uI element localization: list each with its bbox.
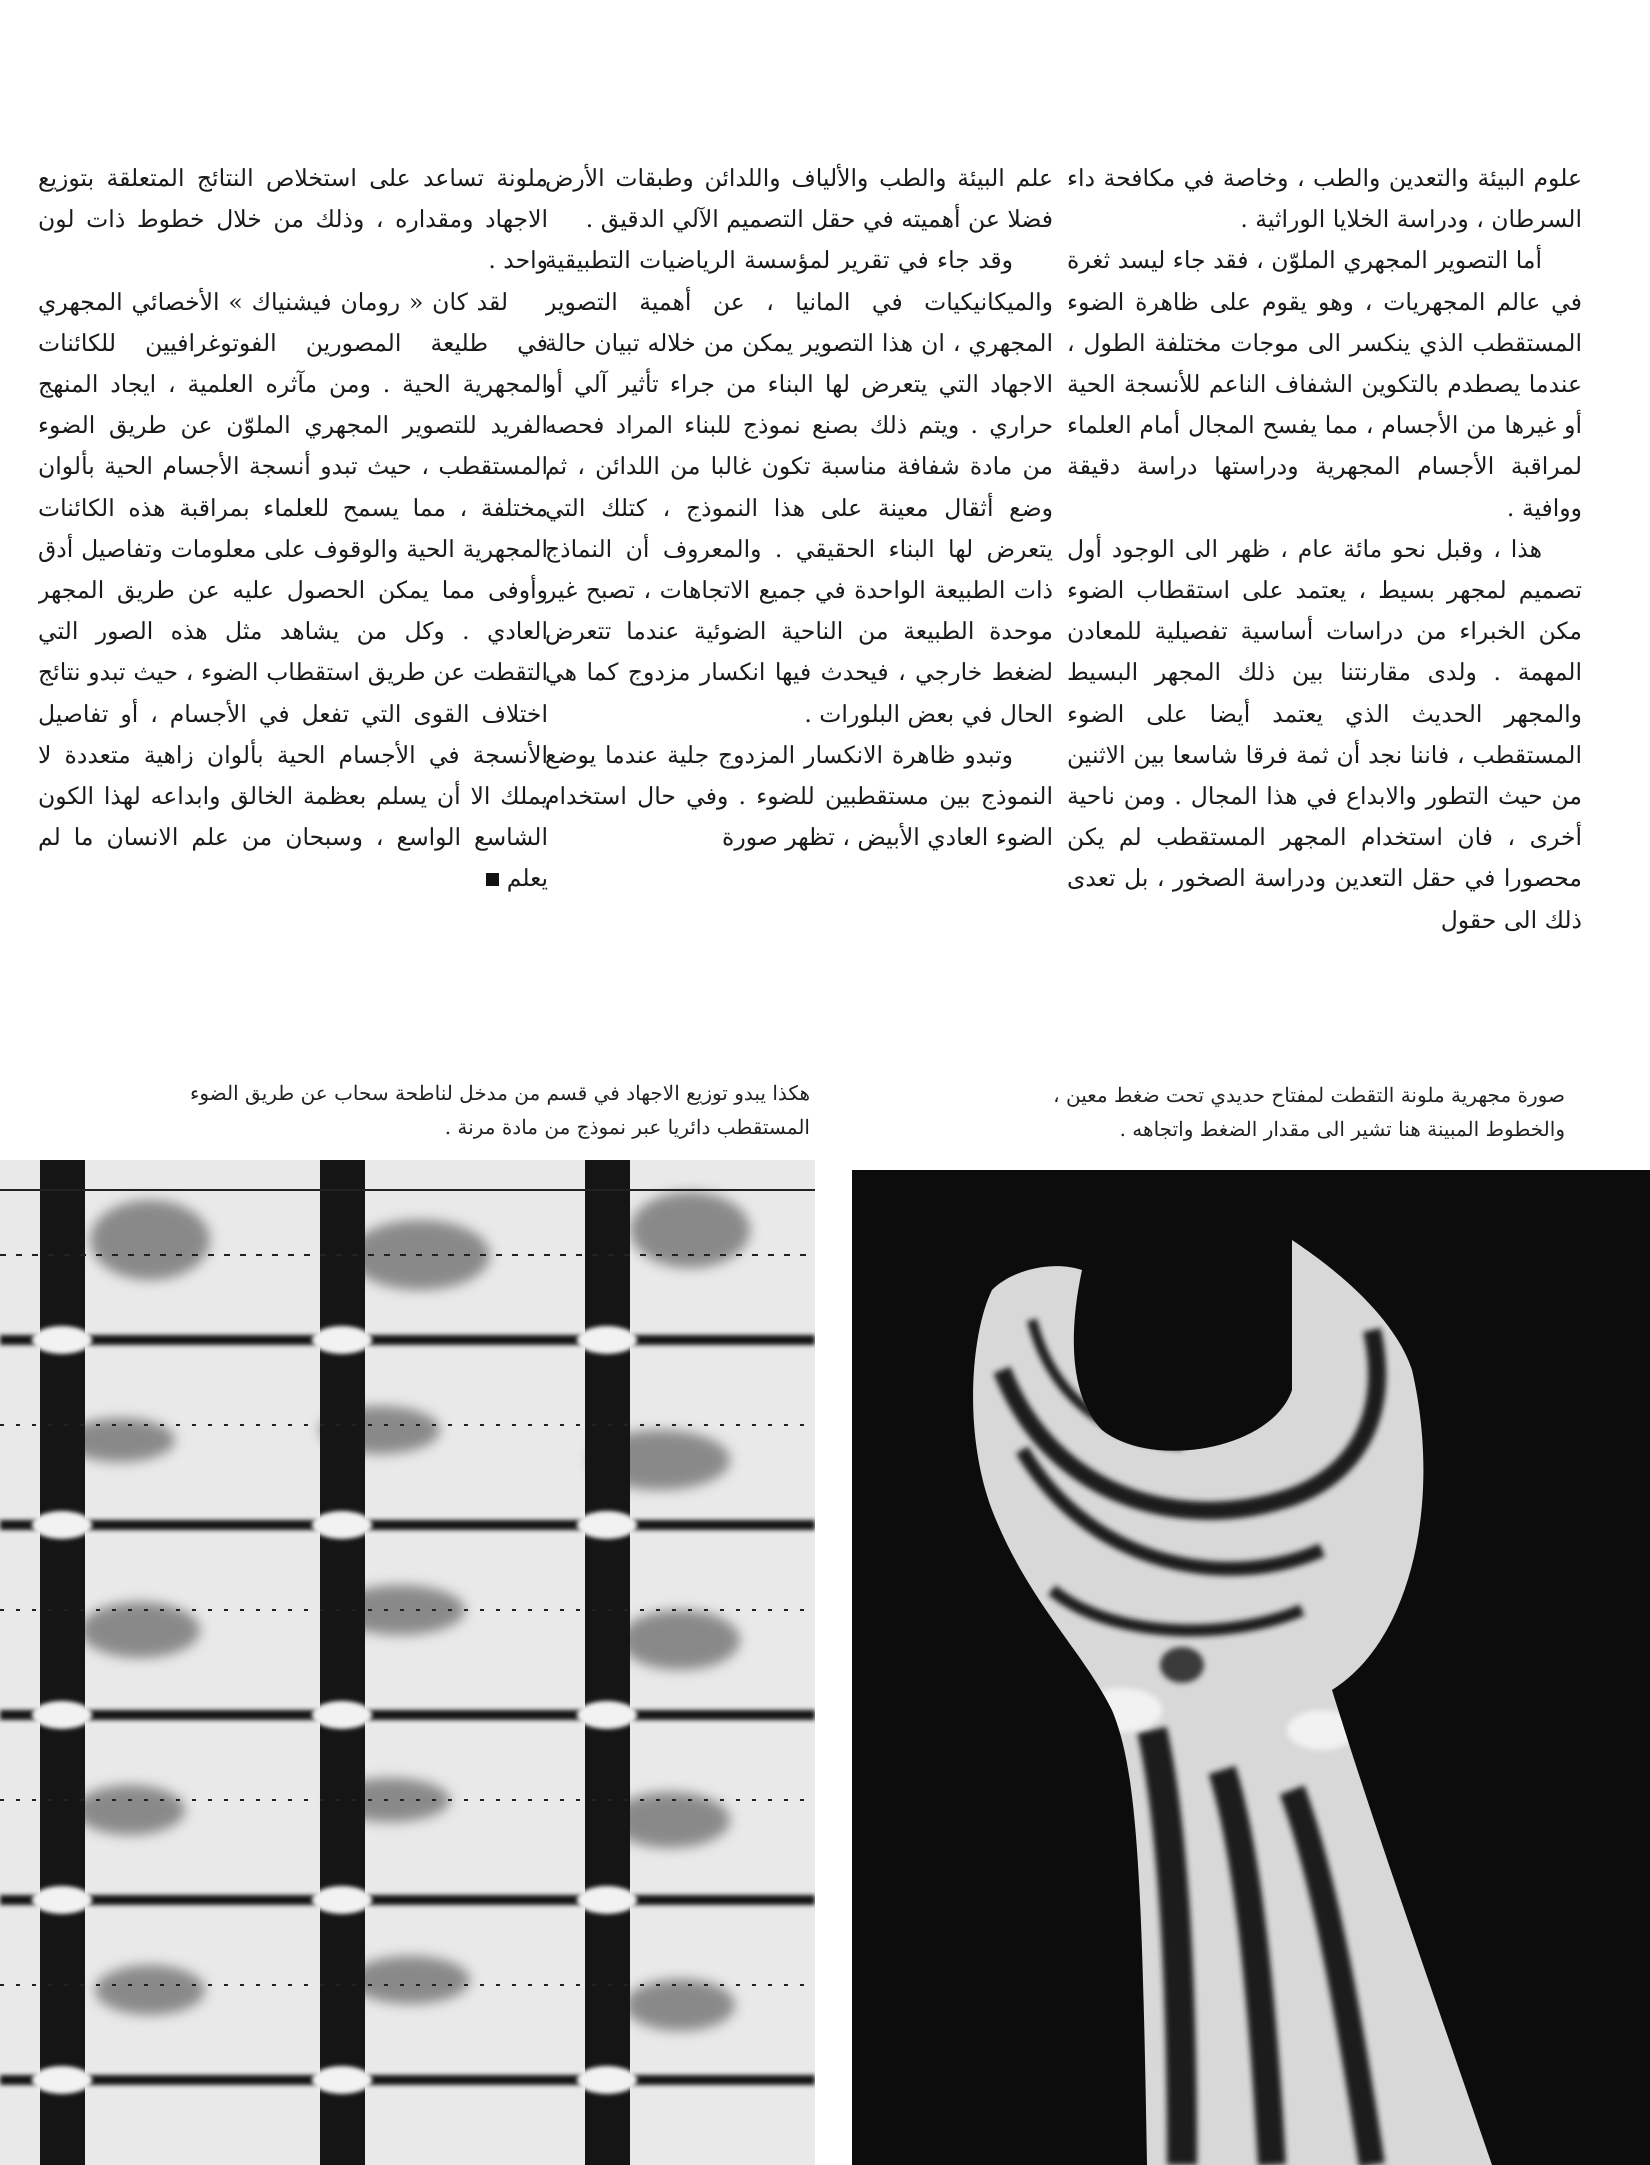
paragraph: أما التصوير المجهري الملوّن ، فقد جاء ليسد ثغرة في عالم المجهريات ، وهو يقوم على ظاهرة الضوء المستقطب الذي ينكسر الى موجات مختلفة الطول ، عندما يصطدم بالتكوين الشفاف الناعم للأنسجة الحية أو غيرها من الأجسام ، مما يفسح المجال أمام العلماء لمراقبة الأجسام المجهرية ودراستها دراسة دقيقة ووافية . [1067,246,1582,522]
article-column-right [1067,158,1582,998]
paragraph: وقد جاء في تقرير لمؤسسة الرياضيات التطبيقية والميكانيكيات في المانيا ، عن أهمية التصوير المجهري ، ان هذا التصوير يمكن من خلاله تبيان حالة الاجهاد التي يتعرض لها البناء من جراء تأثير آلي أو حراري . ويتم ذلك بصنع نموذج للبناء المراد فحصه من مادة شفافة مناسبة تكون غالبا من اللدائن ، ثم وضع أثقال معينة على هذا النموذج ، كتلك التي يتعرض لها البناء الحقيقي . والمعروف أن النماذج ذات الطبيعة الواحدة في جميع الاتجاهات ، تصبح غير موحدة الطبيعة من الناحية الضوئية عندما تتعرض لضغط خارجي ، فيحدث فيها انكسار مزدوج كما هي الحال في بعض البلورات . [545,246,1053,728]
paragraph: ملونة تساعد على استخلاص النتائج المتعلقة بتوزيع الاجهاد ومقداره ، وذلك من خلال خطوط ذات لون واحد . [38,164,548,275]
article-column-left [38,158,548,998]
grid-photo-caption: هكذا يبدو توزيع الاجهاد في قسم من مدخل لناطحة سحاب عن طريق الضوء المستقطب دائريا عبر نموذج من مادة مرنة . [189,1081,810,1139]
wrench-photo-caption: صورة مجهرية ملونة التقطت لمفتاح حديدي تحت ضغط معين ، والخطوط المبينة هنا تشير الى مقدار الضغط واتجاهه . [1053,1083,1565,1141]
paragraph: هذا ، وقبل نحو مائة عام ، ظهر الى الوجود أول تصميم لمجهر بسيط ، يعتمد على استقطاب الضوء مكن الخبراء من دراسات أساسية تفصيلية للمعادن المهمة . ولدى مقارنتنا بين ذلك المجهر البسيط والمجهر الحديث الذي يعتمد أيضا على الضوء المستقطب ، فاننا نجد أن ثمة فرقا شاسعا بين الاثنين من حيث التطور والابداع في هذا المجال . ومن ناحية أخرى ، فان استخدام المجهر المستقطب لم يكن محصورا في حقل التعدين ودراسة الصخور ، بل تعدى ذلك الى حقول [1067,534,1582,934]
stress-grid-photo [0,1160,815,2165]
article-end-square-icon [486,873,499,886]
wrench-stress-photo [852,1170,1650,2165]
paragraph: علم البيئة والطب والألياف واللدائن وطبقات الأرض فضلا عن أهميته في حقل التصميم الآلي الدقيق . [545,164,1053,234]
paragraph: علوم البيئة والتعدين والطب ، وخاصة في مكافحة داء السرطان ، ودراسة الخلايا الوراثية . [1067,164,1582,234]
paragraph-text: لقد كان « رومان فيشنياك » الأخصائي المجهري في طليعة المصورين الفوتوغرافيين للكائنات المجهرية الحية . ومن مآثره العلمية ، ايجاد المنهج الفريد للتصوير المجهري الملوّن عن طريق الضوء المستقطب ، حيث تبدو أنسجة الأجسام الحية بألوان مختلفة ، مما يسمح للعلماء بمراقبة هذه الكائنات المجهرية الحية والوقوف على معلومات وتفاصيل أدق وأوفى مما يمكن الحصول عليه عن طريق المجهر العادي . وكل من يشاهد مثل هذه الصور التي التقطت عن طريق استقطاب الضوء ، حيث تبدو نتائج اختلاف القوى التي تفعل في الأجسام ، أو تفاصيل الأنسجة في الأجسام الحية بألوان زاهية متعددة لا يملك الا أن يسلم بعظمة الخالق وابداعه لهذا الكون الشاسع الواسع ، وسبحان من علم الانسان ما لم يعلم [38,287,548,893]
article-column-middle [545,158,1053,998]
paragraph: وتبدو ظاهرة الانكسار المزدوج جلية عندما يوضع النموذج بين مستقطبين للضوء . وفي حال استخدام الضوء العادي الأبيض ، تظهر صورة [545,740,1053,852]
paragraph [38,282,548,900]
